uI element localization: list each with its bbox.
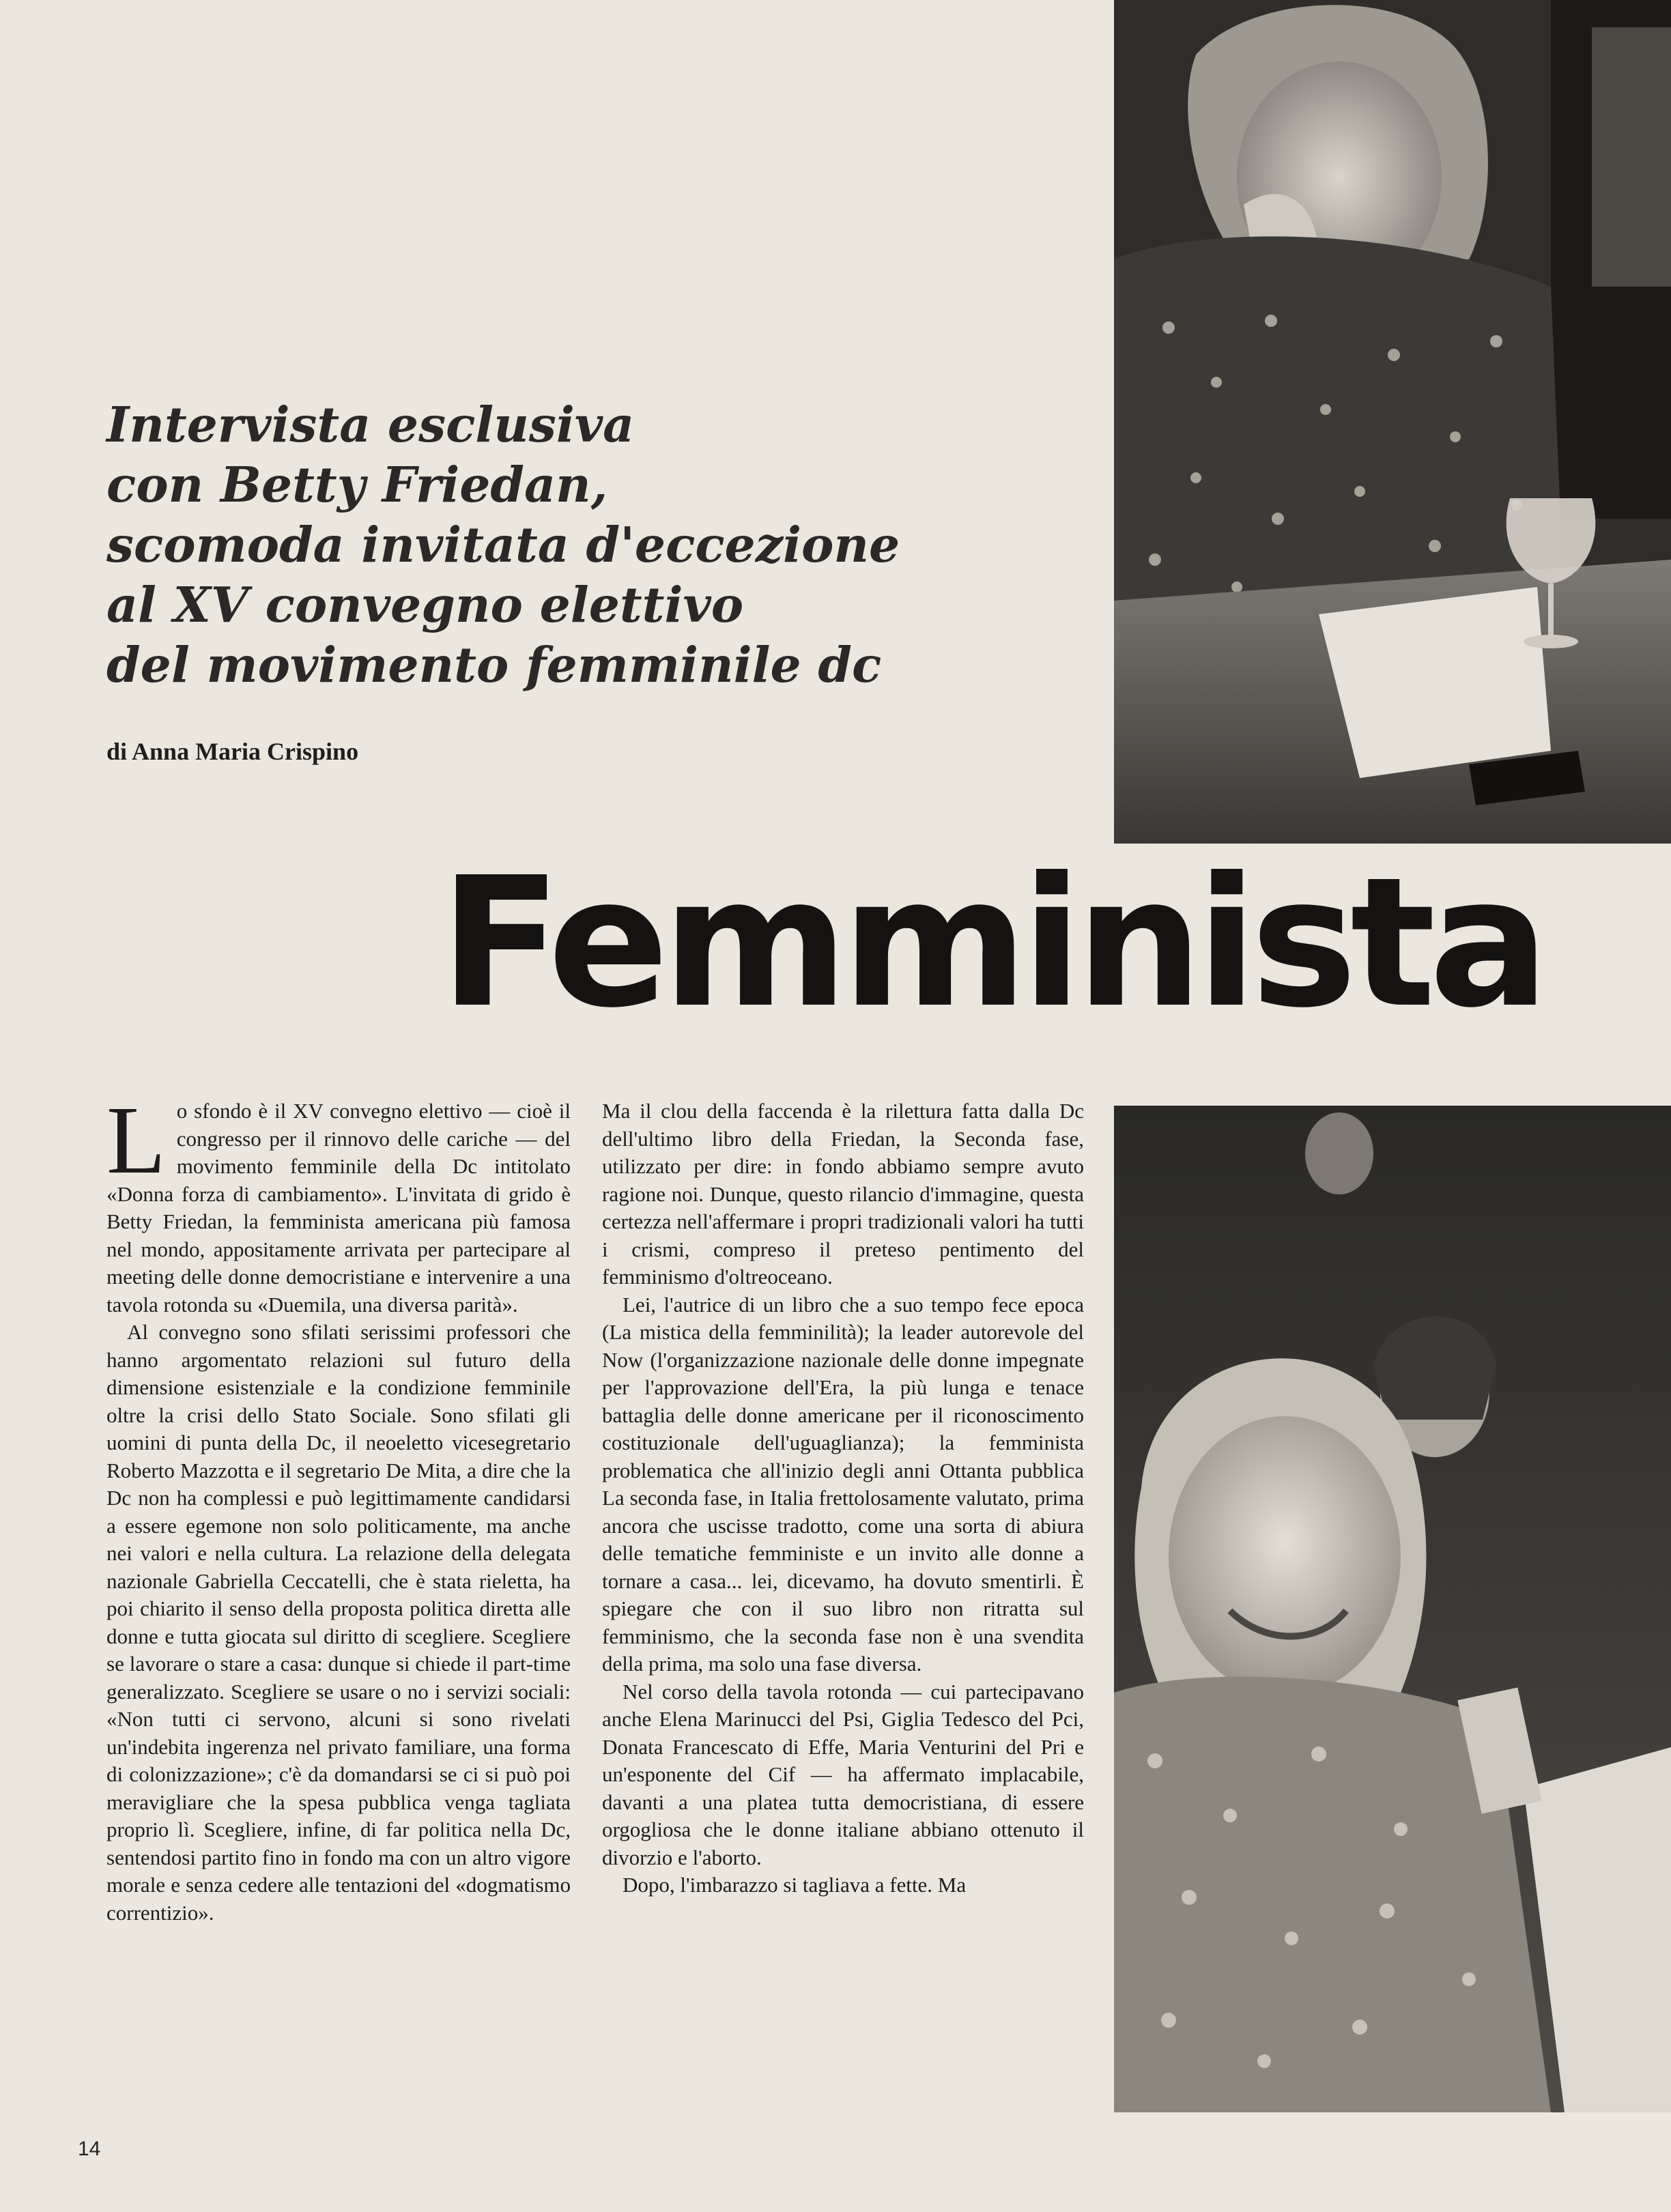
article-column-1: [106, 1086, 571, 1927]
page-number: 14: [78, 2138, 101, 2160]
drop-cap: L: [106, 1086, 166, 1194]
article-paragraph: Nel corso della tavola rotonda — cui partecipavano anche Elena Marinucci del Psi, Giglia Tedesco del Pci, Donata Francescato di Effe, Maria Venturini del Pri e un'esponente del Cif — ha affermato implacabile, davanti a una platea tutta democristiana, di essere orgogliosa che le donne italiane abbiano ottenuto il divorzio e l'aborto.: [602, 1679, 1084, 1869]
article-paragraph: Al convegno sono sfilati serissimi professori che hanno argomentato relazioni sul futuro della dimensione esistenziale e la condizione femminile oltre la crisi dello Stato Sociale. Sono sfilati gli uomini di punta della Dc, il neoeletto vicesegretario Roberto Mazzotta e il segretario De Mita, a dire che la Dc non ha complessi e può legittimamente candidarsi a essere egemone non solo politicamente, ma anche nei valori e nella cultura. La relazione della delegata nazionale Gabriella Ceccatelli, che è stata rieletta, ha poi chiarito il senso della proposta politica diretta alle donne e tutta giocata sul diritto di scegliere. Scegliere se lavorare o stare a casa: dunque si chiede il part-time generalizzato. Scegliere se usare o no i servizi sociali: «Non tutti ci servono, alcuni si sono rivelati un'indebita ingerenza nel privato familiare, una forma di colonizzazione»; c'è da domandarsi se ci si può poi meravigliare che la spesa pubblica venga tagliata proprio lì. Scegliere, infine, di far politica nella Dc, sentendosi partito fino in fondo ma con un altro vigore morale e senza cedere alle tentazioni del «dogmatismo correntizio».: [106, 1320, 571, 1925]
article-paragraph: Lei, l'autrice di un libro che a suo tempo fece epoca (La mistica della femminilità); la leader autorevole del Now (l'organizzazione nazionale delle donne impegnate per l'approvazione dell'Era, la più lunga e tenace battaglia delle donne americane per il riconoscimento costituzionale dell'uguaglianza); la femminista problematica che all'inizio degli anni Ottanta pubblica La seconda fase, in Italia frettolosamente valutato, prima ancora che uscisse tradotto, come una sorta di abiura delle tematiche femministe e un invito alle donne a tornare a casa... lei, dicevamo, ha dovuto smentirli. È spiegare che con il suo libro non ritratta sul femminismo, che la seconda fase non è una svendita della prima, ma solo una fase diversa.: [602, 1292, 1084, 1676]
standfirst: [106, 394, 1076, 695]
photo-betty-friedan-thinking: [1114, 0, 1671, 844]
article-paragraph: o sfondo è il XV convegno elettivo — cioè il congresso per il rinnovo delle cariche — del movimento femminile della Dc intitolato «Donna forza di cambiamento». L'invitata di grido è Betty Friedan, la femminista americana più famosa nel mondo, appositamente arrivata per partecipare al meeting delle donne democristiane e intervenire a una tavola rotonda su «Duemila, una diversa parità».: [106, 1099, 571, 1317]
standfirst-line: con Betty Friedan,: [106, 456, 608, 513]
headline: Femminista: [440, 839, 1543, 1047]
byline: di Anna Maria Crispino: [106, 738, 359, 765]
photo-top-illustration: [1114, 0, 1671, 844]
article-paragraph: Dopo, l'imbarazzo si tagliava a fette. Ma: [623, 1873, 967, 1897]
standfirst-line: Intervista esclusiva: [106, 396, 635, 453]
article-paragraph: Ma il clou della faccenda è la rilettura fatta dalla Dc dell'ultimo libro della Friedan, la Seconda fase, utilizzato per dire: in fondo abbiamo sempre avuto ragione noi. Dunque, questo rilancio d'immagine, questa certezza nell'affermare i propri tradizionali valori ha tutti i crismi, compreso il preteso pentimento del femminismo d'oltreoceano.: [602, 1099, 1084, 1289]
article-column-2: [602, 1097, 1084, 1899]
standfirst-line: scomoda invitata d'eccezione: [106, 516, 900, 573]
standfirst-line: al XV convegno elettivo: [106, 576, 744, 633]
photo-bottom-illustration: [1114, 1106, 1671, 2112]
standfirst-line: del movimento femminile dc: [106, 636, 882, 693]
photo-betty-friedan-smiling: [1114, 1106, 1671, 2112]
